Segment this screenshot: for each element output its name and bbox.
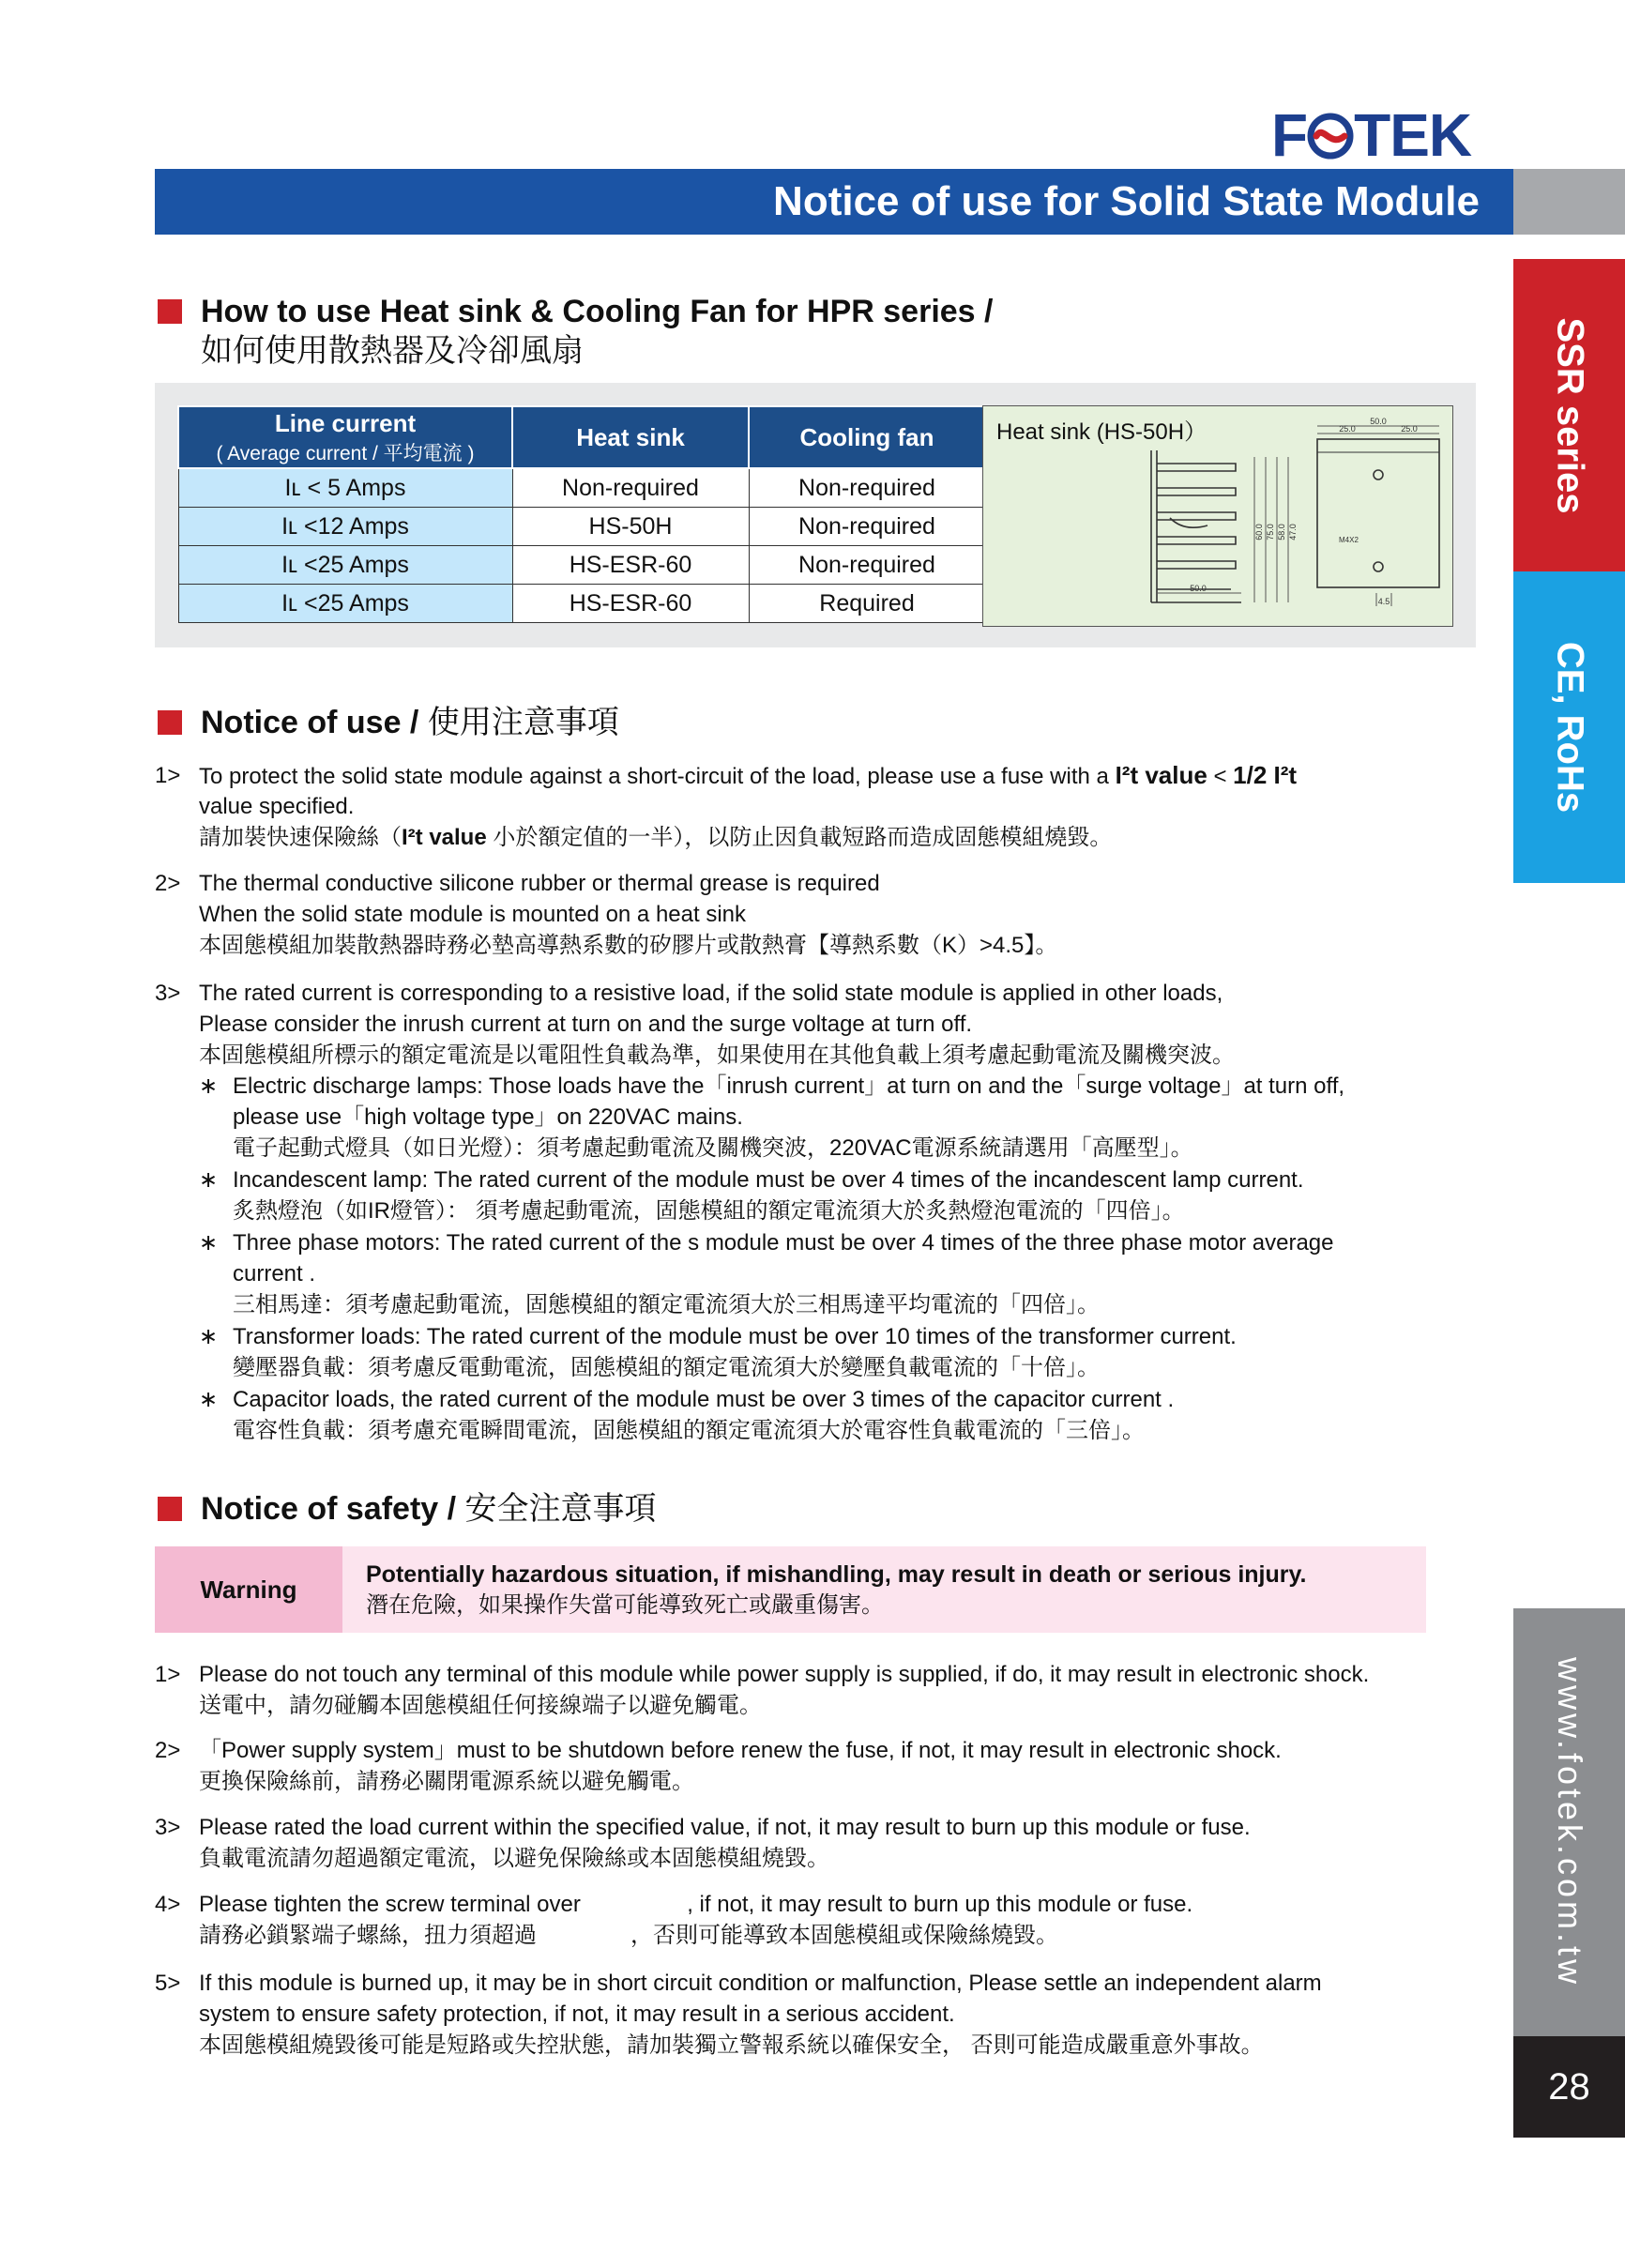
bullet-line: 變壓器負載：須考慮反電動電流，固態模組的額定電流須大於變壓負載電流的「十倍」。 bbox=[233, 1355, 1100, 1380]
side-tab-url bbox=[1513, 1608, 1625, 2036]
dim-top-total: 50.0 bbox=[1370, 417, 1387, 426]
item-bold-text: 1/2 I²t bbox=[1233, 761, 1298, 789]
dim-d2: 75.0 bbox=[1266, 524, 1275, 540]
side-tab-series-label: SSR series bbox=[1549, 316, 1590, 514]
notice-use-item-1-en2: value specified. bbox=[199, 794, 355, 819]
bullet-mark: ∗ bbox=[199, 1167, 219, 1193]
safety-line: 本固態模組燒毀後可能是短路或失控狀態，請加裝獨立警報系統以確保安全， 否則可能造成嚴重意外事故。 bbox=[199, 2032, 1264, 2058]
table-header-row bbox=[178, 406, 985, 468]
item-number: 2> bbox=[155, 1738, 181, 1763]
notice-use-item-2-en2: When the solid state module is mounted on a heat sink bbox=[199, 902, 747, 927]
bullet-mark: ∗ bbox=[199, 1230, 219, 1256]
logo-text-left: F bbox=[1271, 101, 1308, 169]
notice-use-title-en: Notice of use / bbox=[201, 705, 419, 740]
header-bar-grey-end bbox=[1513, 169, 1625, 235]
dim-d3: 58.0 bbox=[1277, 524, 1286, 540]
heatsink-title-en: How to use Heat sink & Cooling Fan for HPR series / bbox=[201, 294, 994, 329]
heatsink-section-heading bbox=[158, 293, 993, 330]
cell-heat-sink: HS-ESR-60 bbox=[512, 546, 749, 585]
cell-current: Iʟ < 5 Amps bbox=[178, 468, 512, 508]
heatsink-table bbox=[177, 405, 986, 623]
table-row bbox=[178, 468, 985, 508]
safety-line: system to ensure safety protection, if not, it may result in a serious accident. bbox=[199, 2002, 955, 2027]
col-line-current bbox=[178, 406, 512, 468]
bullet-line: Three phase motors: The rated current of the s module must be over 4 times of the three phase motor average bbox=[233, 1230, 1334, 1256]
item-text: < bbox=[1213, 764, 1234, 789]
table-row bbox=[178, 546, 985, 585]
cell-current: Iʟ <25 Amps bbox=[178, 585, 512, 623]
cell-cooling-fan: Non-required bbox=[749, 468, 985, 508]
item-number: 2> bbox=[155, 871, 181, 896]
cell-heat-sink: HS-ESR-60 bbox=[512, 585, 749, 623]
logo-o-mark-icon bbox=[1307, 113, 1354, 160]
safety-line: 送電中，請勿碰觸本固態模組任何接線端子以避免觸電。 bbox=[199, 1693, 762, 1718]
item-bold-text: I²t value bbox=[402, 825, 487, 850]
cell-heat-sink: HS-50H bbox=[512, 508, 749, 546]
bullet-line: 炙熱燈泡（如IR燈管）： 須考慮起動電流，固態模組的額定電流須大於炙熱燈泡電流的「四倍」。 bbox=[233, 1198, 1185, 1224]
heatsink-title-zh: 如何使用散熱器及冷卻風扇 bbox=[201, 333, 584, 369]
item-number: 4> bbox=[155, 1892, 181, 1917]
bullet-line: please use「high voltage type」on 220VAC mains. bbox=[233, 1104, 743, 1130]
notice-safety-title-zh: 安全注意事項 bbox=[464, 1491, 657, 1527]
bullet-line: Transformer loads: The rated current of the module must be over 10 times of the transformer current. bbox=[233, 1324, 1237, 1349]
dim-bottom: 50.0 bbox=[1190, 584, 1207, 593]
safety-line: 負載電流請勿超過額定電流，以避免保險絲或本固態模組燒毀。 bbox=[199, 1846, 829, 1871]
dim-top-left: 25.0 bbox=[1339, 424, 1356, 434]
dim-screw: M4X2 bbox=[1339, 536, 1359, 544]
item-number: 3> bbox=[155, 981, 181, 1006]
side-tab-cert-label: CE, RoHs bbox=[1549, 641, 1590, 814]
page-number-box bbox=[1513, 2036, 1625, 2138]
item-text: 請加裝快速保險絲（ bbox=[199, 825, 402, 850]
item-text: To protect the solid state module against a short-circuit of the load, please use a fuse with a bbox=[199, 764, 1109, 789]
safety-line: If this module is burned up, it may be in short circuit condition or malfunction, Please settle an independent alarm bbox=[199, 1971, 1322, 1996]
heading-square-icon bbox=[158, 1497, 182, 1521]
bullet-line: Incandescent lamp: The rated current of the module must be over 4 times of the incandescent lamp current. bbox=[233, 1167, 1304, 1193]
warning-label: Warning bbox=[200, 1575, 297, 1604]
notice-use-heading bbox=[158, 704, 619, 741]
bullet-mark: ∗ bbox=[199, 1324, 219, 1349]
bullet-line: current . bbox=[233, 1261, 316, 1286]
cell-heat-sink: Non-required bbox=[512, 468, 749, 508]
notice-safety-title-en: Notice of safety / bbox=[201, 1491, 457, 1527]
dim-d1: 60.0 bbox=[1254, 524, 1264, 540]
notice-use-item-2-zh: 本固態模組加裝散熱器時務必墊高導熱系數的矽膠片或散熱膏【導熱系數（K）>4.5】。 bbox=[199, 933, 1058, 958]
dim-top-right: 25.0 bbox=[1401, 424, 1418, 434]
cell-cooling-fan: Non-required bbox=[749, 546, 985, 585]
safety-line: 更換保險絲前，請務必關閉電源系統以避免觸電。 bbox=[199, 1769, 694, 1794]
header-bar bbox=[155, 169, 1513, 235]
warning-label-box bbox=[155, 1546, 342, 1633]
notice-use-item-1-zh bbox=[199, 822, 1112, 853]
warning-text-zh: 潛在危險，如果操作失當可能導致死亡或嚴重傷害。 bbox=[366, 1592, 884, 1618]
cell-current: Iʟ <25 Amps bbox=[178, 546, 512, 585]
cell-cooling-fan: Required bbox=[749, 585, 985, 623]
bullet-line: Electric discharge lamps: Those loads have the「inrush current」at turn on and the「surge voltage」at turn off, bbox=[233, 1073, 1345, 1099]
table-row bbox=[178, 585, 985, 623]
item-number: 5> bbox=[155, 1971, 181, 1996]
page-number: 28 bbox=[1548, 2065, 1590, 2108]
table-row bbox=[178, 508, 985, 546]
col-line-current-label: Line current bbox=[274, 408, 417, 437]
item-text: 小於額定值的一半），以防止因負載短路而造成固態模組燒毀。 bbox=[486, 825, 1113, 850]
dim-foot: 4.5 bbox=[1377, 597, 1390, 606]
safety-line: 請務必鎖緊端子螺絲，扭力須超過 ，否則可能導致本固態模組或保險絲燒毀。 bbox=[199, 1923, 1059, 1948]
notice-use-item-2-en1: The thermal conductive silicone rubber or thermal grease is required bbox=[199, 871, 880, 896]
warning-text-box bbox=[342, 1546, 1426, 1633]
side-tab-url-label: www.fotek.com.tw bbox=[1550, 1656, 1589, 1988]
heatsink-drawing bbox=[982, 405, 1453, 627]
notice-use-item-3-en1: The rated current is corresponding to a resistive load, if the solid state module is applied in other loads, bbox=[199, 981, 1223, 1006]
bullet-line: 三相馬達：須考慮起動電流，固態模組的額定電流須大於三相馬達平均電流的「四倍」。 bbox=[233, 1292, 1100, 1317]
heading-square-icon bbox=[158, 710, 182, 735]
safety-line: Please tighten the screw terminal over , if not, it may result to burn up this module or fuse. bbox=[199, 1892, 1193, 1917]
warning-text-en: Potentially hazardous situation, if mishandling, may result in death or serious injury. bbox=[366, 1561, 1307, 1588]
col-line-current-sub: ( Average current / 平均電流 ) bbox=[216, 442, 475, 464]
logo-text-right: TEK bbox=[1354, 101, 1472, 169]
item-number: 1> bbox=[155, 1662, 181, 1687]
cell-cooling-fan: Non-required bbox=[749, 508, 985, 546]
notice-use-item-1-en1 bbox=[199, 760, 1297, 792]
bullet-line: Capacitor loads, the rated current of the module must be over 3 times of the capacitor current . bbox=[233, 1387, 1175, 1412]
side-tab-cert bbox=[1513, 571, 1625, 883]
notice-use-item-3-en2: Please consider the inrush current at turn on and the surge voltage at turn off. bbox=[199, 1012, 973, 1037]
notice-use-item-3-zh: 本固態模組所標示的額定電流是以電阻性負載為準，如果使用在其他負載上須考慮起動電流及關機突波。 bbox=[199, 1043, 1235, 1068]
col-cooling-fan: Cooling fan bbox=[749, 406, 985, 468]
bullet-mark: ∗ bbox=[199, 1073, 219, 1099]
safety-line: 「Power supply system」must to be shutdown before renew the fuse, if not, it may result in electronic shock. bbox=[199, 1738, 1282, 1763]
heatsink-diagram-label: Heat sink (HS-50H） bbox=[996, 419, 1207, 445]
item-bold-text: I²t value bbox=[1115, 761, 1207, 789]
fotek-logo bbox=[1271, 101, 1472, 169]
dim-d4: 47.0 bbox=[1288, 524, 1298, 540]
col-heat-sink: Heat sink bbox=[512, 406, 749, 468]
bullet-line: 電子起動式燈具（如日光燈）：須考慮起動電流及關機突波，220VAC電源系統請選用「高壓型」。 bbox=[233, 1135, 1193, 1161]
notice-safety-heading bbox=[158, 1490, 657, 1528]
bullet-line: 電容性負載：須考慮充電瞬間電流，固態模組的額定電流須大於電容性負載電流的「三倍」。 bbox=[233, 1418, 1145, 1443]
safety-line: Please rated the load current within the specified value, if not, it may result to burn up this module or fuse. bbox=[199, 1815, 1251, 1840]
notice-use-title-zh: 使用注意事項 bbox=[427, 705, 619, 740]
bullet-mark: ∗ bbox=[199, 1387, 219, 1412]
heading-square-icon bbox=[158, 299, 182, 324]
item-number: 3> bbox=[155, 1815, 181, 1840]
safety-line: Please do not touch any terminal of this module while power supply is supplied, if do, it may result in electronic shock. bbox=[199, 1662, 1370, 1687]
item-number: 1> bbox=[155, 763, 181, 788]
cell-current: Iʟ <12 Amps bbox=[178, 508, 512, 546]
side-tab-series bbox=[1513, 259, 1625, 571]
page-title: Notice of use for Solid State Module bbox=[773, 178, 1480, 224]
